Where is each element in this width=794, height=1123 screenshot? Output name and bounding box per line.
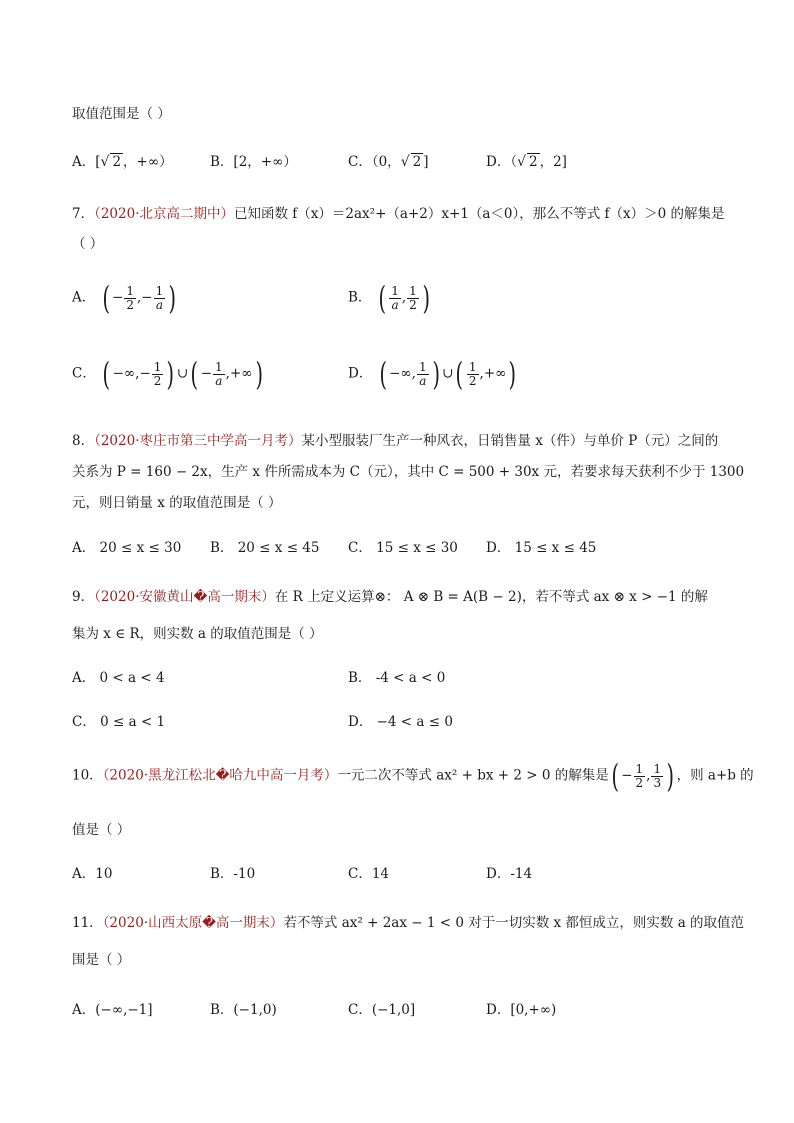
question-number: 7． [72, 206, 95, 222]
q10-stem-line2: 值是（ ） [72, 822, 131, 838]
q8-stem-line1 [72, 429, 718, 449]
option-label: B． [348, 289, 372, 306]
fraction: $\frac{1}{a}$ [391, 283, 399, 312]
q11-option-b[interactable]: B．(−1,0) [210, 1002, 277, 1018]
question-source: （2020·枣庄市第三中学高一月考） [94, 433, 302, 449]
fraction: $\frac{1}{2}$ [468, 359, 477, 388]
question-text: 已知函数 f（x）＝2ax²+（a+2）x+1（a＜0），那么不等式 f（x）＞0 的解集是 [234, 206, 725, 222]
option-text: [2，+∞） [233, 154, 297, 170]
fraction: $\frac{1}{a}$ [215, 359, 223, 388]
q7-option-a[interactable]: A． ( − $\frac{1}{2}$ ,− $\frac{1}{a}$ ) [72, 279, 177, 317]
option-text: ，2] [539, 154, 567, 170]
q8-stem-line2: 关系为 P = 160 − 2x，生产 x 件所需成本为 C（元），其中 C = 500 + 30x 元，若要求每天获利不少于 1300 [72, 464, 745, 480]
question-number: 8． [72, 433, 95, 449]
q11-option-d[interactable]: D．[0,+∞) [486, 1002, 557, 1018]
q6-option-d[interactable]: D．（√ 2 ，2] [486, 154, 567, 170]
question-text: 在 R 上定义运算⊗： A ⊗ B = A(B − 2)，若不等式 ax ⊗ x > −1 的解 [274, 589, 708, 605]
q7-option-c[interactable]: C． ( −∞,− $\frac{1}{2}$ ) ∪( − $\frac{1}{a}$ ,+∞) [72, 355, 263, 393]
q10-option-b[interactable]: B．-10 [210, 866, 256, 882]
question-source: （2020·北京高二期中） [94, 206, 234, 222]
question-text: ，则 a+b 的 [676, 767, 754, 784]
q9-option-c[interactable]: C． 0 ≤ a < 1 [72, 714, 166, 730]
option-label: D． [348, 365, 373, 382]
question-text: 某小型服装厂生产一种风衣，日销售量 x（件）与单价 P（元）之间的 [301, 433, 719, 449]
q7-stem [72, 202, 725, 222]
q8-option-c[interactable]: C． 15 ≤ x ≤ 30 [348, 540, 458, 556]
q11-stem-line2: 围是（ ） [72, 952, 131, 968]
question-text: 若不等式 ax² + 2ax − 1 < 0 对于一切实数 x 都恒成立，则实数 a 的取值范 [283, 915, 745, 931]
q10-option-c[interactable]: C．14 [348, 866, 390, 882]
q6-option-c[interactable]: C．（0，√ 2 ] [348, 154, 429, 170]
option-label: D． [486, 154, 511, 170]
q7-option-d[interactable]: D． ( −∞, $\frac{1}{a}$ ) ∪( $\frac{1}{2}$ ,+∞) [348, 355, 517, 393]
q8-stem-line3: 元，则日销量 x 的取值范围是（ ） [72, 495, 282, 511]
option-text: ，+∞） [123, 154, 173, 170]
radicand: 2 [529, 154, 538, 170]
q10-option-d[interactable]: D．-14 [486, 866, 533, 882]
option-label: C． [348, 154, 372, 170]
q9-stem-line2: 集为 x ∈ R，则实数 a 的取值范围是（ ） [72, 626, 323, 642]
q6-option-a[interactable]: A．[√ 2 ，+∞） [72, 154, 173, 170]
option-text: （0， [371, 154, 401, 170]
question-source: （2020·黑龙江松北�哈九中高一月考） [102, 767, 338, 784]
question-source: （2020·安徽黄山�高一期末） [94, 589, 275, 605]
question-text: 一元二次不等式 ax² + bx + 2 > 0 的解集是 [337, 767, 609, 784]
q6-option-b[interactable] [210, 150, 297, 170]
q9-stem-line1 [72, 585, 708, 605]
q11-option-c[interactable]: C．(−1,0] [348, 1002, 416, 1018]
q11-option-a[interactable]: A．(−∞,−1] [72, 1002, 153, 1018]
option-label: A． [72, 289, 96, 306]
option-label: C． [72, 365, 96, 382]
q8-option-d[interactable]: D． 15 ≤ x ≤ 45 [486, 540, 597, 556]
option-text: ] [423, 154, 429, 170]
q7-option-b[interactable]: B． ( $\frac{1}{a}$ , $\frac{1}{2}$ ) [348, 279, 430, 317]
fraction: $\frac{1}{2}$ [153, 359, 162, 388]
question-number: 9． [72, 589, 95, 605]
fraction: $\frac{1}{2}$ [126, 283, 134, 312]
question-number: 10． [72, 767, 103, 784]
q8-option-a[interactable]: A． 20 ≤ x ≤ 30 [72, 540, 182, 556]
q10-option-a[interactable]: A．10 [72, 866, 113, 882]
option-text: （ [510, 154, 518, 170]
radicand: 2 [112, 154, 122, 170]
fraction: $\frac{1}{a}$ [418, 359, 427, 388]
fraction: $\frac{1}{a}$ [155, 283, 164, 312]
q9-option-a[interactable]: A． 0 < a < 4 [72, 670, 165, 686]
fraction: $\frac{1}{3}$ [653, 761, 662, 790]
question-source: （2020·山西太原�高一期末） [102, 915, 284, 931]
q10-stem-line1: 10．（2020·黑龙江松北�哈九中高一月考）一元二次不等式 ax² + bx + 2 > 0 的解集是( − $\frac{1}{2}$ , $\frac{1}{3}$ ) ，则 a+b 的 [72, 757, 754, 795]
radicand: 2 [412, 154, 422, 170]
option-text: [ [95, 154, 101, 170]
q6-stem-tail: 取值范围是（ ） [72, 106, 171, 122]
q9-option-d[interactable]: D． −4 < a ≤ 0 [348, 714, 453, 730]
q11-stem-line1 [72, 911, 744, 931]
option-label: B． [210, 154, 234, 170]
q7-paren: （ ） [72, 236, 104, 252]
q9-option-b[interactable]: B． -4 < a < 0 [348, 670, 446, 686]
option-label: A． [72, 154, 96, 170]
fraction: $\frac{1}{2}$ [635, 761, 644, 790]
question-number: 11． [72, 915, 103, 931]
fraction: $\frac{1}{2}$ [409, 283, 417, 312]
q8-option-b[interactable]: B． 20 ≤ x ≤ 45 [210, 540, 320, 556]
